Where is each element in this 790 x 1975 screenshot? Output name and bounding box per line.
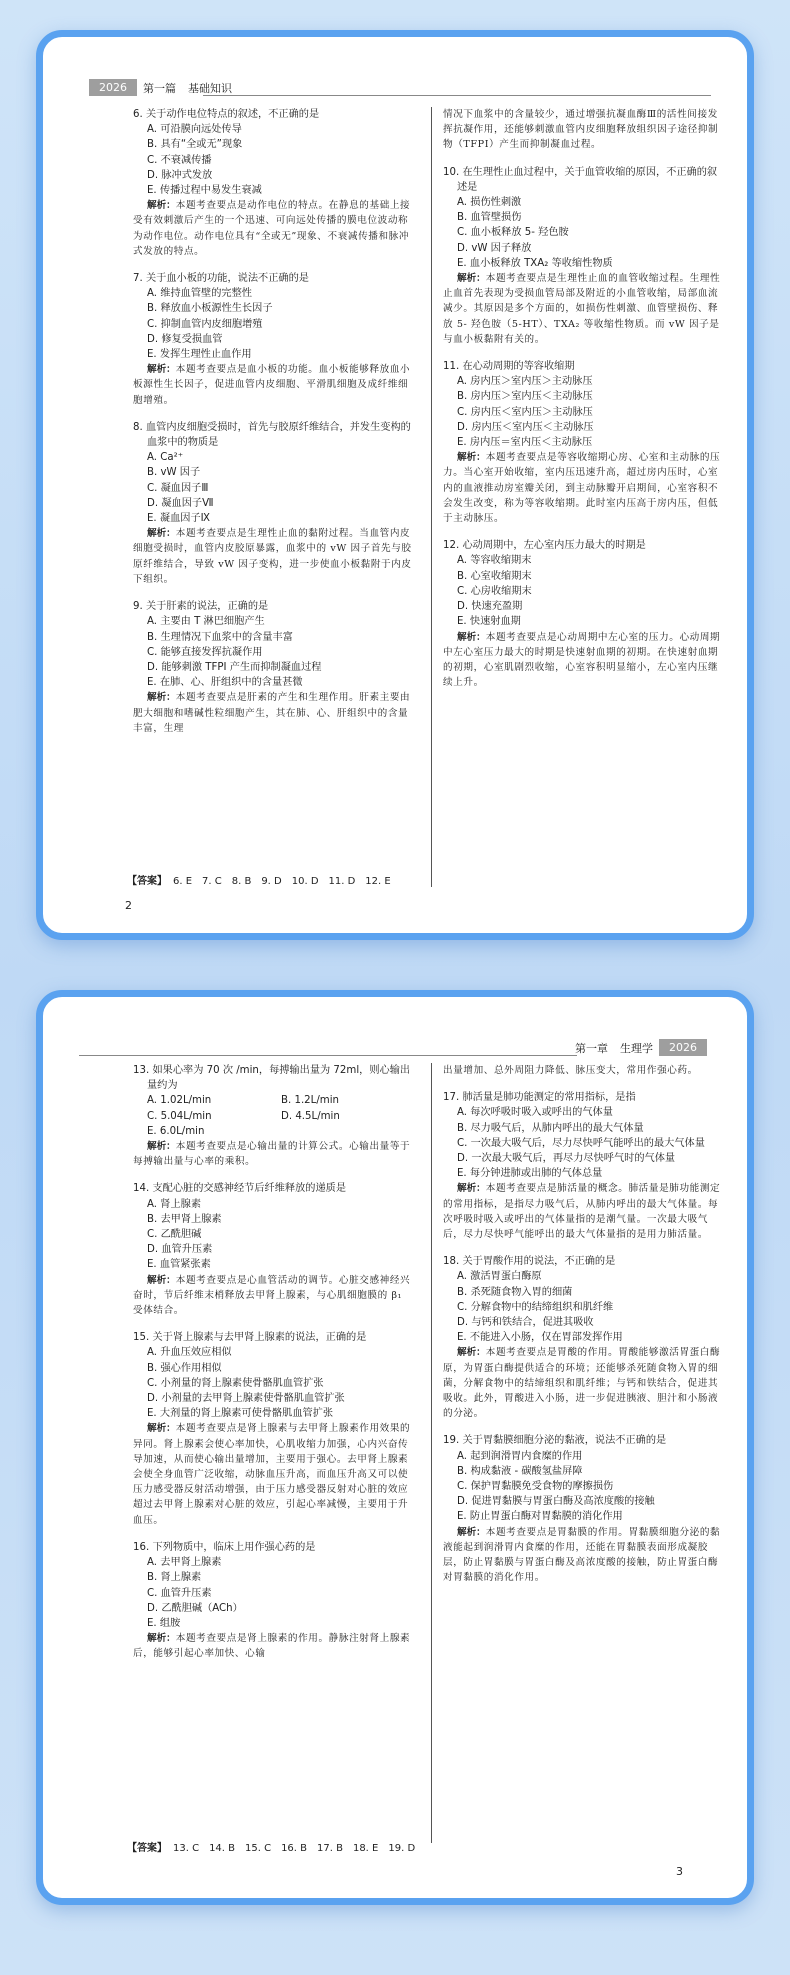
question-18 [443,1254,727,1421]
question-15 [133,1330,415,1528]
option: B. 强心作用相似 [147,1362,222,1374]
question-stem: 18. 关于胃酸作用的说法，不正确的是 [443,1256,616,1268]
explanation-text: 本题考查要点是生理性止血的血管收缩过程。生理性止血首先表现为受损血管局部及附近的小血管收缩，局部血流减少。其原因是多个方面的，如损伤性刺激、血管壁损伤、释放 5- 羟色胺（5-HT）、TXA₂ 等收缩性物质。而 vW 因子是与血小板黏附有关的。 [443,273,721,345]
question-16-continued [443,1063,727,1078]
explanation [443,271,727,347]
explanation-label: 解析： [147,528,176,540]
question-stem: 13. 如果心率为 70 次 /min，每搏输出量为 72ml，则心输出量约为 [133,1065,411,1092]
year-badge: 2026 [659,1039,707,1056]
section-title: 基础知识 [188,81,232,95]
explanation-text: 本题考查要点是胃酸的作用。胃酸能够激活胃蛋白酶原，为胃蛋白酶提供适合的环境；还能够杀死随食物入胃的细菌，分解食物中的结缔组织和肌纤维；与钙和铁结合，促进其吸收。此外，胃酸进入小肠，进一步促进胰液、胆汁和小肠液的分泌。 [443,1347,721,1420]
option: D. 血管升压素 [147,1244,213,1256]
question-stem: 7. 关于血小板的功能，说法不正确的是 [133,273,309,285]
explanation [133,526,415,587]
option: E. 组胺 [147,1617,181,1629]
option: E. 传播过程中易发生衰减 [147,185,262,197]
explanation-text: 本题考查要点是肾上腺素的作用。静脉注射肾上腺素后，能够引起心率加快、心输 [133,1633,411,1660]
option: A. 去甲肾上腺素 [147,1557,222,1569]
question-8 [133,420,415,587]
option: D. 快速充盈期 [457,601,523,613]
explanation-text: 本题考查要点是等容收缩期心房、心室和主动脉的压力。当心室开始收缩，室内压迅速升高，超过房内压时，心室内的血液推动房室瓣关闭，到主动脉瓣开启期间，心室容积不会发生改变，称为等容收缩期。此时室内压高于房内压，但低于主动脉压。 [443,452,721,525]
explanation-text: 情况下血浆中的含量较少，通过增强抗凝血酶Ⅲ的活性间接发挥抗凝作用，还能够刺激血管内皮细胞释放组织因子途径抑制物（TFPI）产生而抑制凝血过程。 [443,109,719,151]
column-divider [431,107,432,887]
question-14 [133,1181,415,1318]
option: A. 每次呼吸时吸入或呼出的气体量 [457,1107,613,1119]
question-12 [443,538,727,690]
option: B. 尽力吸气后，从肺内呼出的最大气体量 [457,1122,644,1134]
option: C. 保护胃黏膜免受食物的摩擦损伤 [457,1481,614,1493]
column-divider [431,1063,432,1843]
option: E. 大剂量的肾上腺素可使骨骼肌血管扩张 [147,1408,334,1420]
option: D. 脉冲式发放 [147,169,213,181]
explanation-label: 解析： [457,1526,486,1538]
option: A. 维持血管壁的完整性 [147,288,252,300]
question-stem: 12. 心动周期中，左心室内压力最大的时期是 [443,540,646,552]
option: D. 小剂量的去甲肾上腺素使骨骼肌血管扩张 [147,1393,345,1405]
option: D. 一次最大吸气后，再尽力尽快呼气时的气体量 [457,1153,676,1165]
explanation [133,362,415,408]
right-column [443,107,727,702]
option: B. 释放血小板源性生长因子 [147,303,273,315]
option: A. 激活胃蛋白酶原 [457,1271,542,1283]
explanation-label: 解析： [457,1347,486,1359]
option: A. Ca²⁺ [147,452,184,464]
explanation-label: 解析： [147,1633,176,1645]
option: B. vW 因子 [147,467,201,479]
question-stem: 16. 下列物质中，临床上用作强心药的是 [133,1541,316,1553]
option: D. 凝血因子Ⅶ [147,497,214,509]
book-page-2 [36,30,754,940]
question-10 [443,165,727,347]
explanation-label: 解析： [147,1274,176,1286]
question-16 [133,1540,415,1662]
explanation-text: 本题考查要点是血小板的功能。血小板能够释放血小板源性生长因子，促进血管内皮细胞、平滑肌细胞及成纤维细胞增殖。 [133,364,411,406]
option: A. 房内压＞室内压＞主动脉压 [457,376,593,388]
question-6 [133,107,415,259]
header-rule [79,1055,577,1056]
explanation-text: 出量增加、总外周阻力降低、脉压变大，常用作强心药。 [443,1065,698,1076]
explanation [443,630,727,691]
right-column [443,1063,727,1598]
explanation-text: 本题考查要点是胃黏膜的作用。胃黏膜细胞分泌的黏液能起到润滑胃内食糜的作用，还能在胃黏膜表面形成凝胶层，防止胃黏膜与胃蛋白酶及高浓度酸的接触，防止胃蛋白酶对胃黏膜的消化作用。 [443,1526,721,1584]
page-number: 3 [676,1865,683,1878]
option: B. 1.2L/min [281,1095,339,1107]
option: E. 血管紧张素 [147,1259,211,1271]
option: D. 与钙和铁结合，促进其吸收 [457,1317,594,1329]
option: B. 去甲肾上腺素 [147,1213,222,1225]
answer-key [127,872,391,887]
option: C. 小剂量的肾上腺素使骨骼肌血管扩张 [147,1377,324,1389]
explanation [133,1631,415,1661]
option-grid [133,1093,415,1139]
option: B. 肾上腺素 [147,1572,202,1584]
option: C. 血管升压素 [147,1587,212,1599]
page-number: 2 [125,899,132,912]
option: C. 房内压＜室内压＞主动脉压 [457,406,593,418]
option: B. 房内压＞室内压＜主动脉压 [457,391,593,403]
option-empty [281,1124,415,1139]
option: D. 乙酰胆碱（ACh） [147,1602,243,1614]
explanation-text: 本题考查要点是肾上腺素与去甲肾上腺素作用效果的异同。肾上腺素会使心率加快，心肌收缩力加强，心内兴奋传导加速，从而使心输出量增加，主要用于强心。去甲肾上腺素会使全身血管广泛收缩，动脉血压升高，而血压升高又可以使压力感受器反射活动增强，由于压力感受器反射对心脏的效应超过去甲肾上腺素对心脏的效应，引起心率减慢，主要用于升血压。 [133,1423,411,1526]
answer-key-label: 【答案】 [127,876,167,887]
question-stem: 11. 在心动周期的等容收缩期 [443,361,575,373]
question-17 [443,1090,727,1242]
option: D. vW 因子释放 [457,242,532,254]
left-column [133,1063,415,1674]
chapter-label: 第一章 [575,1041,608,1055]
explanation-label: 解析： [147,200,176,212]
left-column [133,107,415,748]
question-stem: 10. 在生理性止血过程中，关于血管收缩的原因，不正确的叙述是 [443,166,718,193]
question-7 [133,271,415,408]
explanation [133,1273,415,1319]
explanation-label: 解析： [147,364,176,376]
option: E. 不能进入小肠，仅在胃部发挥作用 [457,1332,623,1344]
option: D. 房内压＜室内压＜主动脉压 [457,421,594,433]
page-header [89,79,238,96]
explanation-text: 本题考查要点是动作电位的特点。在静息的基础上接受有效刺激后产生的一个迅速、可向远处传播的膜电位波动称为动作电位。动作电位具有“全或无”现象、不衰减传播和脉冲式发放的特点。 [133,200,411,257]
question-9 [133,599,415,736]
header-rule [203,95,711,96]
option: D. 能够刺激 TFPI 产生而抑制凝血过程 [147,661,322,673]
option: E. 防止胃蛋白酶对胃黏膜的消化作用 [457,1511,623,1523]
option: C. 抑制血管内皮细胞增殖 [147,318,263,330]
question-9-continued [443,107,727,153]
option: C. 一次最大吸气后，尽力尽快呼气能呼出的最大气体量 [457,1137,705,1149]
book-page-3 [36,990,754,1905]
explanation-text: 本题考查要点是肝素的产生和生理作用。肝素主要由肥大细胞和嗜碱性粒细胞产生，其在肺、心、肝组织中的含量丰富，生理 [133,692,411,734]
section-title: 生理学 [620,1041,653,1055]
explanation [133,1139,415,1169]
question-19 [443,1433,727,1585]
explanation [443,1181,727,1242]
explanation [443,450,727,526]
question-11 [443,359,727,526]
option: A. 可沿膜向远处传导 [147,124,242,136]
explanation-text: 本题考查要点是心动周期中左心室的压力。心动周期中左心室压力最大的时期是快速射血期的初期。在快速射血期的初期，心室肌剧烈收缩，心室容积明显缩小，左心室内压继续上升。 [443,631,721,689]
option: D. 促进胃黏膜与胃蛋白酶及高浓度酸的接触 [457,1496,655,1508]
part-label: 第一篇 [143,81,176,95]
explanation-label: 解析： [457,631,486,643]
page-header [569,1039,707,1056]
option: C. 不衰减传播 [147,154,212,166]
explanation-text: 本题考查要点是生理性止血的黏附过程。当血管内皮细胞受损时，血管内皮胶原暴露，血浆中的 vW 因子首先与胶原纤维结合，导致 vW 因子变构，进一步使血小板黏附于内皮下组织。 [133,528,412,585]
option: A. 起到润滑胃内食糜的作用 [457,1450,583,1462]
option: E. 在肺、心、肝组织中的含量甚微 [147,677,303,689]
question-stem: 8. 血管内皮细胞受损时，首先与胶原纤维结合，并发生变构的血浆中的物质是 [133,421,411,449]
option: E. 房内压＝室内压＜主动脉压 [457,437,593,449]
option: E. 每分钟进肺或出肺的气体总量 [457,1168,603,1180]
option: C. 乙酰胆碱 [147,1229,202,1241]
option: C. 分解食物中的结缔组织和肌纤维 [457,1301,614,1313]
explanation [443,1525,727,1586]
option: B. 血管壁损伤 [457,212,522,224]
explanation-label: 解析： [457,273,486,285]
question-stem: 9. 关于肝素的说法，正确的是 [133,601,269,613]
option: E. 快速射血期 [457,616,521,628]
question-stem: 19. 关于胃黏膜细胞分泌的黏液，说法不正确的是 [443,1435,667,1447]
explanation-text: 本题考查要点是肺活量的概念。肺活量是肺功能测定的常用指标，是指尽力吸气后，从肺内呼出的最大气体量。每次呼吸时吸入或呼出的气体量指的是潮气量。一次最大吸气后，尽力尽快呼气能呼出的最大气体量指的是用力肺活量。 [443,1183,721,1241]
option: A. 损伤性刺激 [457,197,522,209]
option: B. 杀死随食物入胃的细菌 [457,1286,573,1298]
option: B. 具有“全或无”现象 [147,139,243,151]
answer-key-text: 13. C 14. B 15. C 16. B 17. B 18. E 19. D [173,1843,416,1854]
explanation-label: 解析： [147,692,176,704]
option: B. 构成黏液 - 碳酸氢盐屏障 [457,1465,583,1477]
option: B. 生理情况下血浆中的含量丰富 [147,631,293,643]
explanation-label: 解析： [147,1141,176,1153]
answer-key [127,1839,415,1854]
option: A. 等容收缩期末 [457,555,532,567]
option: E. 凝血因子Ⅸ [147,513,211,525]
question-stem: 14. 支配心脏的交感神经节后纤维释放的递质是 [133,1183,347,1195]
option: E. 血小板释放 TXA₂ 等收缩性物质 [457,257,613,269]
option: C. 能够直接发挥抗凝作用 [147,646,263,658]
option: C. 5.04L/min [147,1110,212,1122]
question-stem: 17. 肺活量是肺功能测定的常用指标，是指 [443,1092,636,1104]
question-stem: 6. 关于动作电位特点的叙述，不正确的是 [133,109,320,120]
question-13 [133,1063,415,1169]
explanation-label: 解析： [147,1423,176,1435]
answer-key-text: 6. E 7. C 8. B 9. D 10. D 11. D 12. E [173,876,391,887]
option: E. 发挥生理性止血作用 [147,349,252,361]
answer-key-label: 【答案】 [127,1843,167,1854]
explanation [133,690,415,736]
option: A. 主要由 T 淋巴细胞产生 [147,616,265,628]
option: A. 升血压效应相似 [147,1347,232,1359]
year-badge: 2026 [89,79,137,96]
explanation [133,198,415,259]
option: C. 凝血因子Ⅲ [147,482,209,494]
option: C. 血小板释放 5- 羟色胺 [457,227,569,239]
question-stem: 15. 关于肾上腺素与去甲肾上腺素的说法，正确的是 [133,1332,367,1344]
option: D. 修复受损血管 [147,333,223,345]
explanation-text: 本题考查要点是心输出量的计算公式。心输出量等于每搏输出量与心率的乘积。 [133,1141,411,1168]
option: A. 1.02L/min [147,1095,212,1107]
option: C. 心房收缩期末 [457,585,532,597]
option: D. 4.5L/min [281,1110,340,1122]
explanation-label: 解析： [457,452,486,464]
explanation-text: 本题考查要点是心血管活动的调节。心脏交感神经兴奋时，节后纤维末梢释放去甲肾上腺素，与心肌细胞膜的 β₁ 受体结合。 [133,1274,411,1317]
explanation-label: 解析： [457,1183,486,1195]
explanation [133,1421,415,1527]
option: A. 肾上腺素 [147,1198,202,1210]
explanation [443,1345,727,1421]
option: B. 心室收缩期末 [457,570,532,582]
option: E. 6.0L/min [147,1125,205,1137]
